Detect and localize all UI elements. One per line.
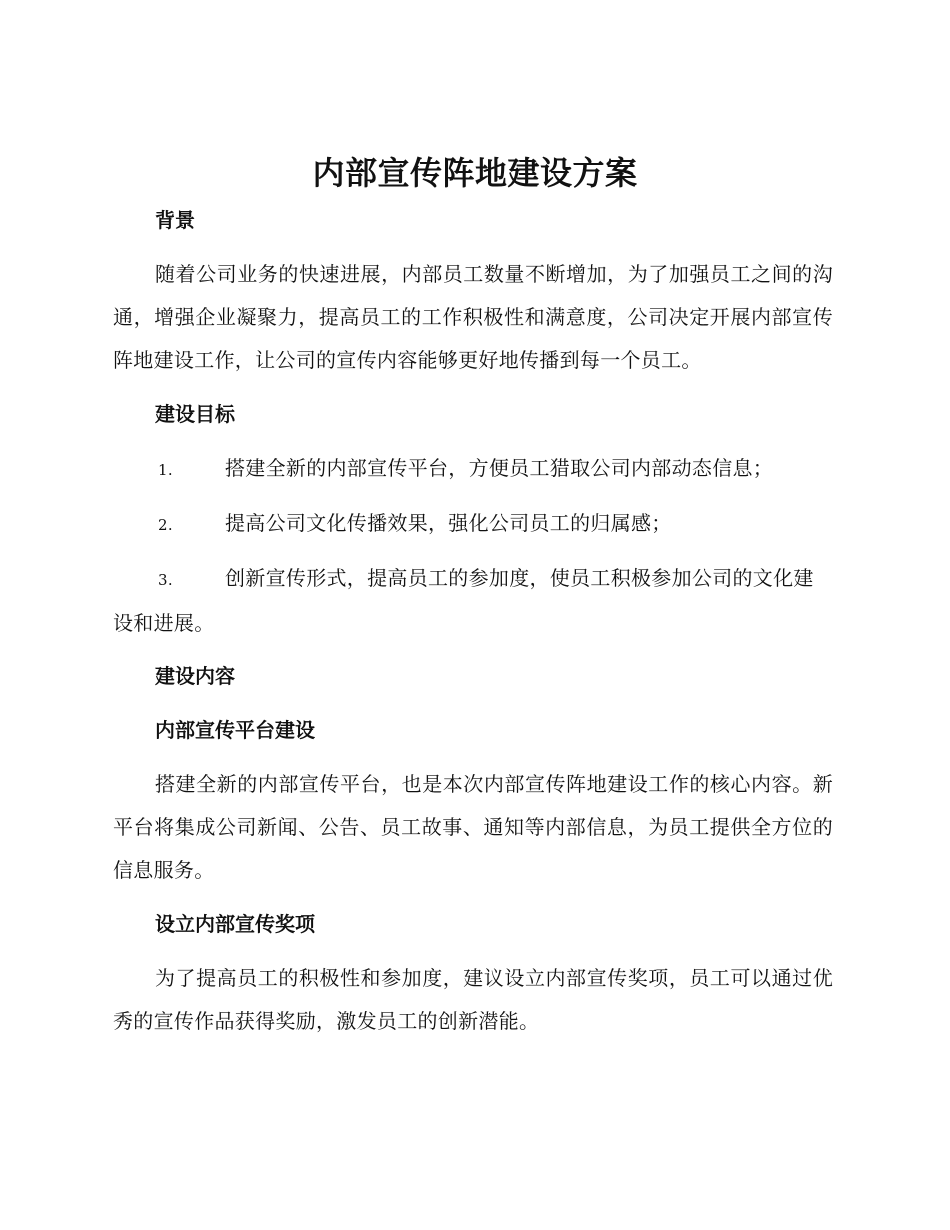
section-heading-goals: 建设目标 [155,402,235,426]
goal-item-1 [113,447,833,492]
goal-item-number: 1. [158,461,173,479]
goal-item-2 [113,502,833,547]
goal-item-number: 2. [158,516,173,534]
subsection-heading-awards: 设立内部宣传奖项 [155,912,315,936]
goal-item-number: 3. [158,571,173,589]
goal-item-3 [113,557,833,645]
section-heading-content: 建设内容 [155,664,235,688]
awards-paragraph: 为了提高员工的积极性和参加度，建议设立内部宣传奖项，员工可以通过优秀的宣传作品获得奖励，激发员工的创新潜能。 [113,966,833,1033]
goal-item-text: 搭建全新的内部宣传平台，方便员工猎取公司内部动态信息； [225,456,774,480]
goal-item-text: 提高公司文化传播效果，强化公司员工的归属感； [225,511,672,535]
platform-paragraph: 搭建全新的内部宣传平台，也是本次内部宣传阵地建设工作的核心内容。新平台将集成公司新闻、公告、员工故事、通知等内部信息，为员工提供全方位的信息服务。 [113,772,833,882]
goal-item-text: 创新宣传形式，提高员工的参加度，使员工积极参加公司的文化建设和进展。 [113,566,814,635]
section-heading-background: 背景 [155,208,195,232]
background-paragraph: 随着公司业务的快速进展，内部员工数量不断增加，为了加强员工之间的沟通，增强企业凝聚力，提高员工的工作积极性和满意度，公司决定开展内部宣传阵地建设工作，让公司的宣传内容能够更好地传播到每一个员工。 [113,262,833,372]
document-title: 内部宣传阵地建设方案 [312,154,638,192]
subsection-heading-platform: 内部宣传平台建设 [155,718,315,742]
